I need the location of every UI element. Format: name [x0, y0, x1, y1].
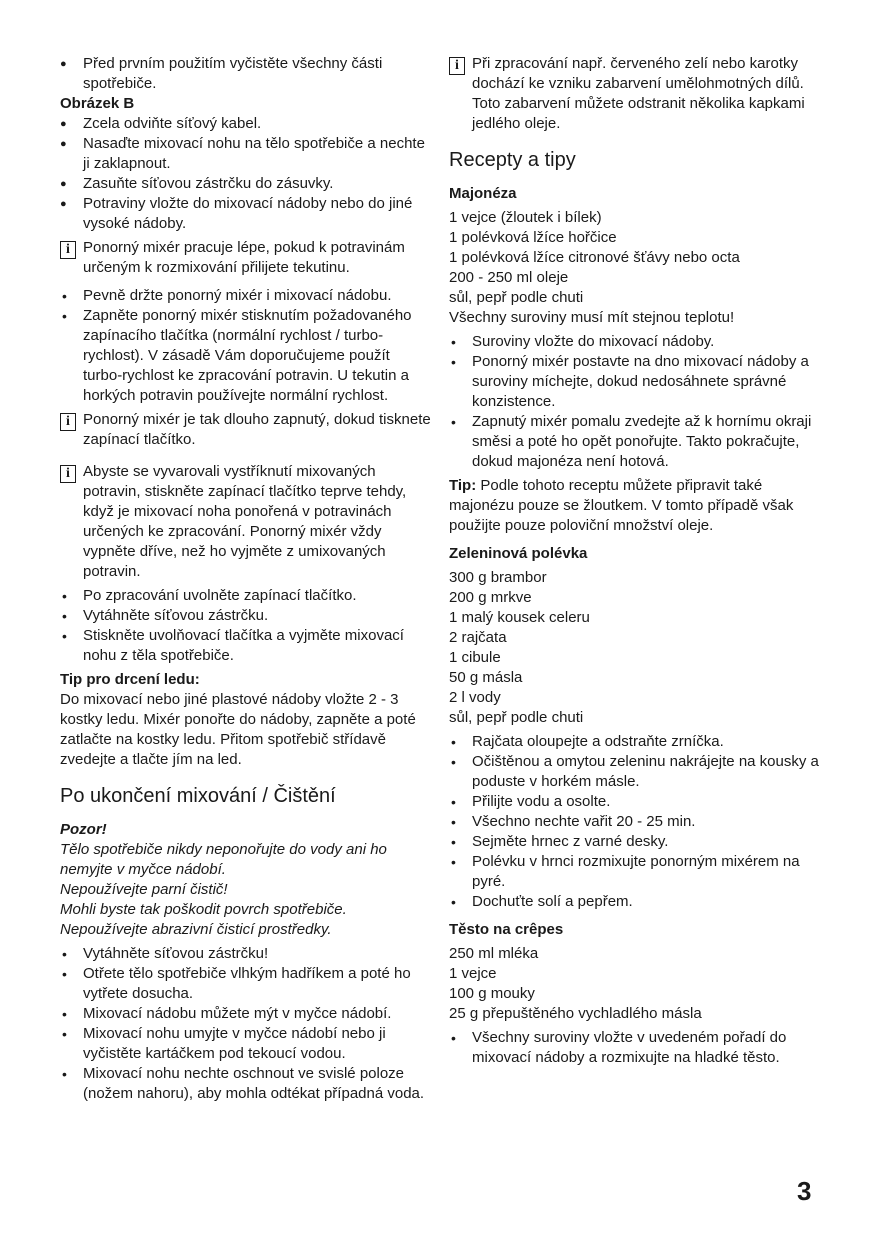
ingredient: 1 malý kousek celeru	[449, 609, 590, 626]
ingredient: 300 g brambor	[449, 569, 547, 586]
warning-line: Tělo spotřebiče nikdy neponořujte do vody ani ho nemyjte v myčce nádobí.	[60, 841, 387, 878]
list-item: ● Potraviny vložte do mixovací nádoby nebo do jiné vysoké nádoby.	[60, 194, 432, 234]
page-number: 3	[797, 1176, 812, 1206]
mayo-steps-list	[449, 332, 821, 472]
list-item: • Stiskněte uvolňovací tlačítka a vyjměte mixovací nohu z těla spotřebiče.	[60, 626, 432, 666]
list-item: • Mixovací nohu umyjte v myčce nádobí nebo ji vyčistěte kartáčkem pod tekoucí vodou.	[60, 1024, 432, 1064]
list-item: • Ponorný mixér postavte na dno mixovací nádoby a suroviny míchejte, dokud nedosáhnete správné konzistence.	[449, 352, 821, 412]
ingredient: 200 - 250 ml oleje	[449, 269, 569, 286]
info-note	[60, 410, 432, 450]
ingredient: 1 cibule	[449, 649, 501, 666]
ingredient: 250 ml mléka	[449, 945, 539, 962]
ingredient: 2 l vody	[449, 689, 501, 706]
list-item: • Polévku v hrnci rozmixujte ponorným mixérem na pyré.	[449, 852, 821, 892]
ingredient: 2 rajčata	[449, 629, 507, 646]
list-item: • Přilijte vodu a osolte.	[449, 792, 821, 812]
ingredient: sůl, pepř podle chuti	[449, 289, 584, 306]
tip-text: Podle tohoto receptu můžete připravit také majonézu pouze se žloutkem. V tomto případě však použijte pouze poloviční množství oleje.	[449, 477, 794, 534]
info-note	[60, 238, 432, 278]
list-item: • Mixovací nádobu můžete mýt v myčce nádobí.	[60, 1004, 432, 1024]
list-item: • Rajčata oloupejte a odstraňte zrníčka.	[449, 732, 821, 752]
list-item: ● Před prvním použitím vyčistěte všechny části spotřebiče.	[60, 54, 432, 94]
list-item: • Vytáhněte síťovou zástrčku!	[60, 944, 432, 964]
list-item: • Dochuťte solí a pepřem.	[449, 892, 821, 912]
list-item: ● Zasuňte síťovou zástrčku do zásuvky.	[60, 174, 432, 194]
operation-steps-list	[60, 286, 432, 406]
ingredient: 1 polévková lžíce hořčice	[449, 229, 617, 246]
ingredient: 200 g mrkve	[449, 589, 532, 606]
recipe-title-soup: Zeleninová polévka	[449, 545, 588, 562]
cleaning-steps-list	[60, 944, 432, 1104]
list-item: • Po zpracování uvolněte zapínací tlačítko.	[60, 586, 432, 606]
mayo-tip	[449, 476, 821, 536]
list-item: • Mixovací nohu nechte oschnout ve svislé poloze (nožem nahoru), aby mohla odtékat případná voda.	[60, 1064, 432, 1104]
list-item: • Vytáhněte síťovou zástrčku.	[60, 606, 432, 626]
cleaning-heading: Po ukončení mixování / Čištění	[60, 785, 336, 807]
info-icon: i	[60, 413, 76, 431]
recipe-title-crepes: Těsto na crêpes	[449, 921, 564, 938]
info-text: Při zpracování např. červeného zelí nebo karotky dochází ke vzniku zabarvení umělohmotných dílů. Toto zabarvení můžete odstranit několika kapkami jedlého oleje.	[472, 55, 805, 132]
soup-steps-list	[449, 732, 821, 912]
ingredient: 1 polévková lžíce citronové šťávy nebo octa	[449, 249, 740, 266]
ingredient: 25 g přepuštěného vychladlého másla	[449, 1005, 702, 1022]
ingredient-note: Všechny suroviny musí mít stejnou teplotu!	[449, 309, 735, 326]
info-note	[60, 462, 432, 582]
info-text: Abyste se vyvarovali vystříknutí mixovaných potravin, stiskněte zapínací tlačítko teprve tehdy, když je mixovací noha ponořená v potravinách určených ke zpracování. Ponorný mixér vždy vypněte dříve, než ho vyjměte z umixovaných potravin.	[83, 463, 407, 580]
list-item: • Zapněte ponorný mixér stisknutím požadovaného zapínacího tlačítka (normální rychlost / turbo-rychlost). V zásadě Vám doporučujeme použít turbo-rychlost ke zpracování potravin. U tekutin a horkých potravin používejte normální rychlost.	[60, 306, 432, 406]
warning-line: Nepoužívejte abrazivní čisticí prostředky.	[60, 921, 332, 938]
tip-label: Tip:	[449, 477, 477, 494]
info-icon: i	[60, 241, 76, 259]
left-column	[60, 54, 432, 1104]
list-item: • Suroviny vložte do mixovací nádoby.	[449, 332, 821, 352]
info-text: Ponorný mixér pracuje lépe, pokud k potravinám určeným k rozmixování přilijete tekutinu.	[83, 239, 405, 276]
ice-tip-title: Tip pro drcení ledu:	[60, 671, 200, 688]
figure-label: Obrázek B	[60, 95, 135, 112]
list-item: • Sejměte hrnec z varné desky.	[449, 832, 821, 852]
list-item: ● Nasaďte mixovací nohu na tělo spotřebiče a nechte ji zaklapnout.	[60, 134, 432, 174]
info-icon: i	[60, 465, 76, 483]
ingredient: 1 vejce (žloutek i bílek)	[449, 209, 602, 226]
warning-line: Mohli byste tak poškodit povrch spotřebiče.	[60, 901, 347, 918]
recipes-heading: Recepty a tipy	[449, 149, 576, 171]
ingredient: 50 g másla	[449, 669, 523, 686]
ingredient: 100 g mouky	[449, 985, 535, 1002]
intro-list	[60, 54, 432, 94]
info-icon: i	[449, 57, 465, 75]
warning-line: Nepoužívejte parní čistič!	[60, 881, 228, 898]
figure-steps-list	[60, 114, 432, 234]
crepes-steps-list	[449, 1028, 821, 1068]
list-item: ● Zcela odviňte síťový kabel.	[60, 114, 432, 134]
finish-steps-list	[60, 586, 432, 666]
list-item: • Všechno nechte vařit 20 - 25 min.	[449, 812, 821, 832]
warning-title: Pozor!	[60, 821, 107, 838]
list-item: • Všechny suroviny vložte v uvedeném pořadí do mixovací nádoby a rozmixujte na hladké těsto.	[449, 1028, 821, 1068]
ice-tip-text: Do mixovací nebo jiné plastové nádoby vložte 2 - 3 kostky ledu. Mixér ponořte do nádoby, zapněte a poté zatlačte na kostky ledu. Přitom spotřebič střídavě zvedejte a tlačte jím na led.	[60, 691, 416, 768]
info-text: Ponorný mixér je tak dlouho zapnutý, dokud tisknete zapínací tlačítko.	[83, 411, 431, 448]
list-item: • Pevně držte ponorný mixér i mixovací nádobu.	[60, 286, 432, 306]
list-item: • Očištěnou a omytou zeleninu nakrájejte na kousky a poduste v horkém másle.	[449, 752, 821, 792]
info-note	[449, 54, 821, 134]
ingredient: 1 vejce	[449, 965, 497, 982]
right-column	[449, 54, 821, 1068]
ingredient: sůl, pepř podle chuti	[449, 709, 584, 726]
list-item: • Zapnutý mixér pomalu zvedejte až k hornímu okraji směsi a poté ho opět ponořujte. Takto pokračujte, dokud majonéza není hotová.	[449, 412, 821, 472]
recipe-title-mayo: Majonéza	[449, 185, 517, 202]
list-item: • Otřete tělo spotřebiče vlhkým hadříkem a poté ho vytřete dosucha.	[60, 964, 432, 1004]
